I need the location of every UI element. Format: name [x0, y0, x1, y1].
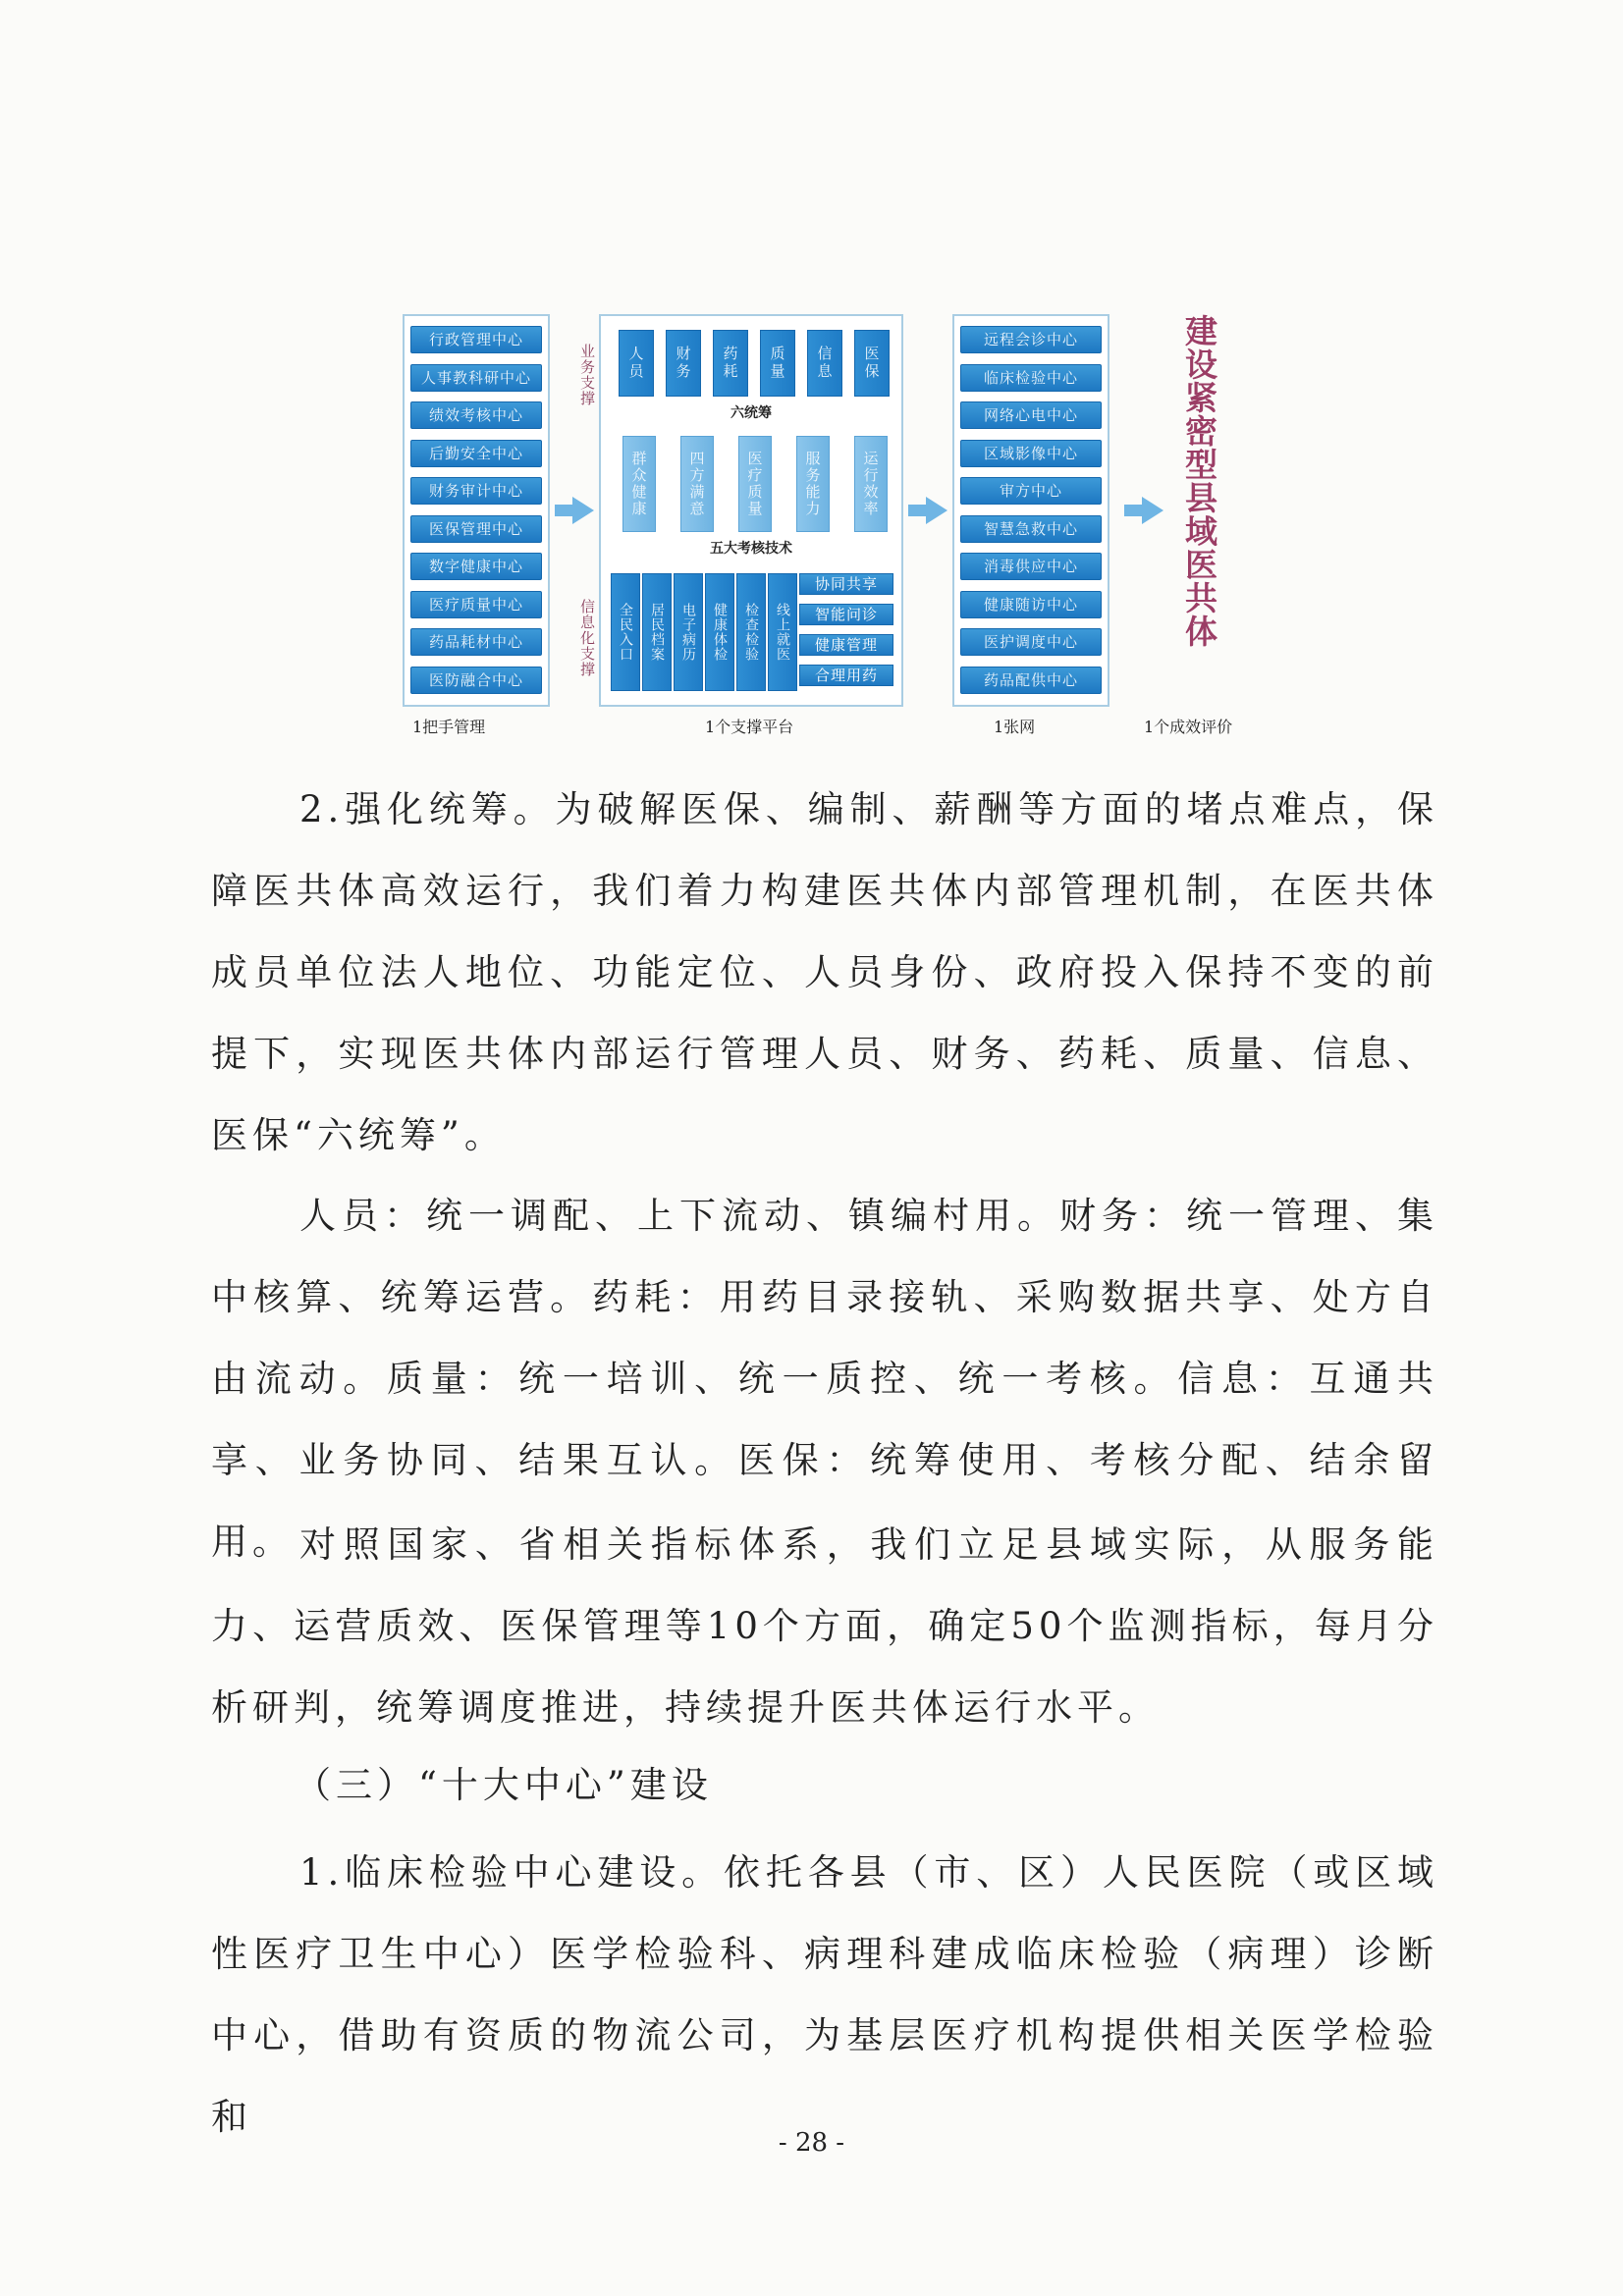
page-number: - 28 -: [778, 2128, 845, 2158]
right-center-item: 远程会诊中心: [960, 326, 1102, 353]
six-coordination-label: 六统筹: [730, 405, 772, 421]
left-center-item: 后勤安全中心: [410, 440, 542, 467]
assessment-item: 四方满意: [680, 436, 714, 532]
paragraph-1: 2.强化统筹。为破解医保、编制、薪酬等方面的堵点难点，保障医共体高效运行，我们着力构建医共体内部管理机制，在医共体成员单位法人地位、功能定位、人员身份、政府投入保持不变的前提下，实现医共体内部运行管理人员、财务、药耗、质量、信息、医保“六统筹”。: [211, 788, 1438, 1156]
right-center-item: 智慧急救中心: [960, 515, 1102, 543]
middle-panel: [599, 314, 903, 707]
paragraph-2: 人员：统一调配、上下流动、镇编村用。财务：统一管理、集中核算、统筹运营。药耗：用药目录接轨、采购数据共享、处方自由流动。质量：统一培训、统一质控、统一考核。信息：互通共享、业务协同、结果互认。医保：统筹使用、考核分配、结余留用。: [211, 1195, 1438, 1563]
right-panel: [952, 314, 1109, 707]
side-label-business: 业务支撑: [578, 344, 596, 406]
info-service-item: 协同共享: [799, 573, 893, 595]
right-center-item: 审方中心: [960, 477, 1102, 505]
bottom-label: 1个支撑平台: [705, 718, 794, 736]
left-panel: [403, 314, 550, 707]
assessment-item: 群众健康: [622, 436, 656, 532]
info-item: 健康体检: [705, 573, 734, 691]
right-center-item: 药品配供中心: [960, 667, 1102, 694]
goal-title: 建设紧密型县域医共体: [1180, 314, 1218, 648]
right-center-item: 消毒供应中心: [960, 553, 1102, 580]
left-center-item: 医保管理中心: [410, 515, 542, 543]
six-coordination-item: 人员: [619, 330, 654, 397]
info-service-item: 智能问诊: [799, 604, 893, 625]
six-coordination-item: 医保: [854, 330, 890, 397]
right-center-item: 健康随访中心: [960, 591, 1102, 618]
bottom-label: 1张网: [994, 718, 1036, 736]
left-center-item: 医疗质量中心: [410, 591, 542, 618]
right-center-item: 临床检验中心: [960, 364, 1102, 392]
six-coordination-item: 信息: [807, 330, 842, 397]
section-heading: （三）“十大中心”建设: [295, 1764, 713, 1806]
six-coordination-item: 财务: [666, 330, 701, 397]
right-center-item: 医护调度中心: [960, 628, 1102, 656]
left-center-item: 药品耗材中心: [410, 628, 542, 656]
info-item: 电子病历: [674, 573, 703, 691]
arrow-right-icon: [926, 497, 947, 524]
left-center-item: 绩效考核中心: [410, 401, 542, 429]
left-center-item: 财务审计中心: [410, 477, 542, 505]
paragraph-3: 对照国家、省相关指标体系，我们立足县域实际，从服务能力、运营质效、医保管理等10个方面，确定50个监测指标，每月分析研判，统筹调度推进，持续提升医共体运行水平。: [211, 1523, 1438, 1729]
info-item: 线上就医: [768, 573, 797, 691]
arrow-right-icon: [1142, 497, 1163, 524]
info-item: 检查检验: [736, 573, 766, 691]
info-item: 居民档案: [642, 573, 672, 691]
left-center-item: 人事教科研中心: [410, 364, 542, 392]
right-center-item: 区域影像中心: [960, 440, 1102, 467]
six-coordination-item: 药耗: [713, 330, 748, 397]
assessment-item: 医疗质量: [738, 436, 772, 532]
assessment-label: 五大考核技术: [710, 541, 792, 557]
left-center-item: 行政管理中心: [410, 326, 542, 353]
bottom-label: 1把手管理: [412, 718, 486, 736]
medical-community-diagram: [393, 304, 1257, 756]
bottom-label: 1个成效评价: [1144, 718, 1233, 736]
side-label-info: 信息化支撑: [578, 599, 596, 677]
assessment-item: 运行效率: [854, 436, 888, 532]
left-center-item: 数字健康中心: [410, 553, 542, 580]
six-coordination-item: 质量: [760, 330, 795, 397]
info-service-item: 合理用药: [799, 665, 893, 686]
right-center-item: 网络心电中心: [960, 401, 1102, 429]
info-service-item: 健康管理: [799, 634, 893, 656]
paragraph-4: 1.临床检验中心建设。依托各县（市、区）人民医院（或区域性医疗卫生中心）医学检验科、病理科建成临床检验（病理）诊断中心，借助有资质的物流公司，为基层医疗机构提供相关医学检验和: [211, 1851, 1438, 2138]
arrow-right-icon: [572, 497, 594, 524]
info-item: 全民入口: [611, 573, 640, 691]
assessment-item: 服务能力: [796, 436, 830, 532]
left-center-item: 医防融合中心: [410, 667, 542, 694]
